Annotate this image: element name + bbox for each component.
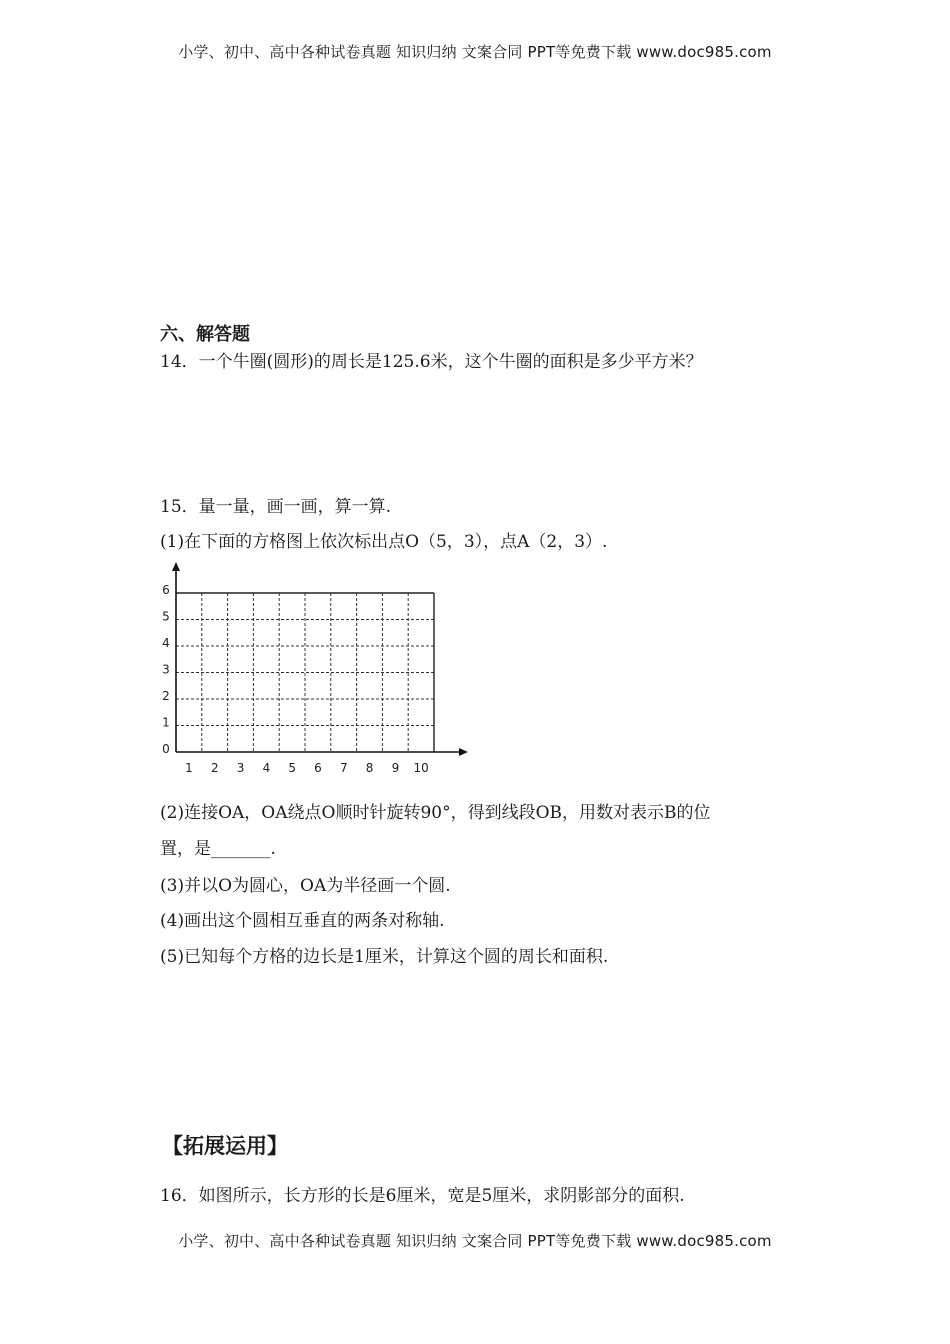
y-tick-label: 5 [162, 609, 170, 624]
coordinate-grid [155, 560, 475, 780]
y-tick-label: 0 [162, 742, 170, 756]
question-15-part-4: (4)画出这个圆相互垂直的两条对称轴. [160, 911, 445, 931]
x-tick-label: 10 [413, 761, 429, 775]
question-15-title: 15．量一量，画一画，算一算. [160, 497, 392, 517]
question-15-part-2b: 置，是_______. [160, 839, 276, 859]
y-axis-arrow [172, 562, 180, 571]
x-axis-arrow [459, 748, 468, 756]
question-16: 16．如图所示，长方形的长是6厘米，宽是5厘米，求阴影部分的面积. [160, 1186, 685, 1206]
x-tick-label: 2 [210, 761, 219, 775]
question-15-part-3: (3)并以O为圆心，OA为半径画一个圆. [160, 876, 451, 896]
x-tick-label: 9 [391, 761, 400, 775]
extension-title: 【拓展运用】 [162, 1134, 288, 1158]
page-footer: 小学、初中、高中各种试卷真题 知识归纳 文案合同 PPT等免费下载 www.doc985.com [178, 1232, 772, 1250]
y-tick-label: 1 [162, 715, 170, 730]
x-tick-label: 6 [314, 761, 322, 775]
y-tick-label: 3 [162, 662, 170, 677]
question-15-part-2a: (2)连接OA，OA绕点O顺时针旋转90°，得到线段OB，用数对表示B的位 [160, 803, 711, 823]
section-title: 六、解答题 [160, 324, 250, 345]
x-tick-label: 8 [365, 761, 374, 775]
y-tick-label: 2 [162, 689, 170, 703]
question-15-part-5: (5)已知每个方格的边长是1厘米，计算这个圆的周长和面积. [160, 947, 609, 967]
x-tick-label: 1 [185, 761, 193, 775]
question-15-part-1: (1)在下面的方格图上依次标出点O（5，3），点A（2，3）. [160, 532, 608, 552]
x-tick-label: 7 [339, 761, 348, 775]
x-tick-label: 3 [236, 761, 245, 775]
page-header: 小学、初中、高中各种试卷真题 知识归纳 文案合同 PPT等免费下载 www.doc985.com [178, 43, 772, 61]
question-14: 14．一个牛圈(圆形)的周长是125.6米，这个牛圈的面积是多少平方米？ [160, 352, 703, 372]
x-tick-label: 4 [262, 761, 271, 775]
y-tick-label: 6 [162, 583, 170, 597]
x-tick-label: 5 [288, 761, 297, 775]
y-tick-label: 4 [162, 636, 170, 650]
